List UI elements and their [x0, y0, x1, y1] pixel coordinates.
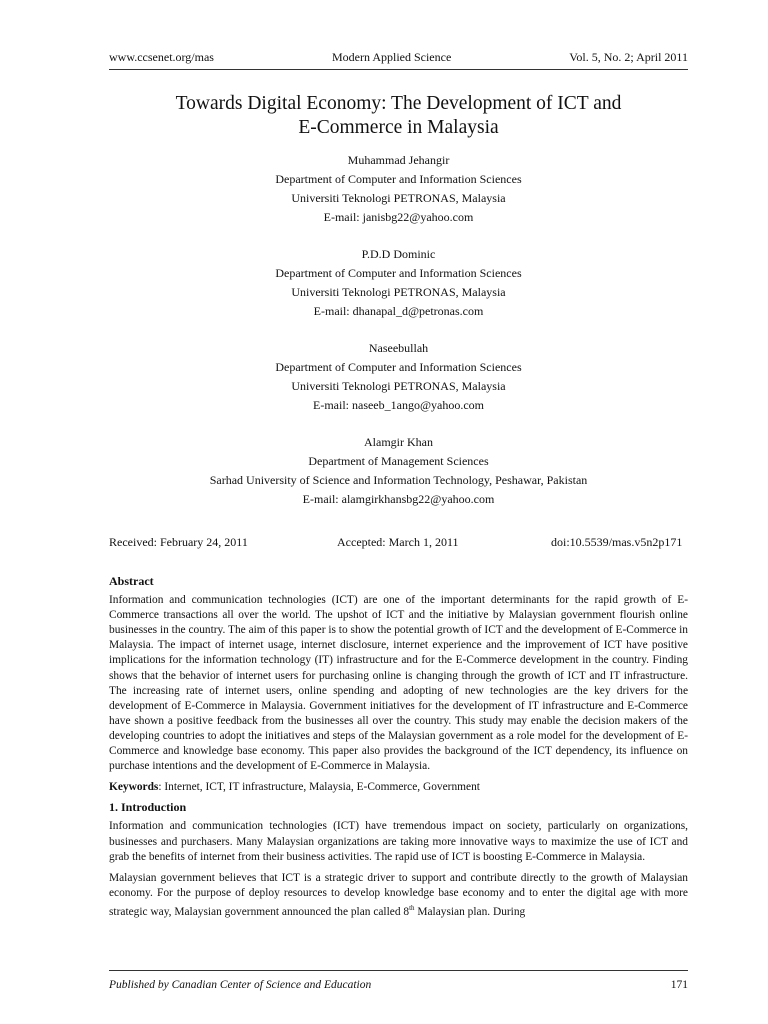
- introduction-paragraph-1: Information and communication technologies (ICT) have tremendous impact on society, particularly on organizations, businesses and purchasers. Many Malaysian organizations are taking more innovative ways to maximize the use of ICT and grab the benefits of internet from their business activities. The rapid use of ICT is boosting E-Commerce in Malaysia.: [109, 820, 688, 863]
- publication-dates: [109, 535, 688, 551]
- author-university: Sarhad University of Science and Information Technology, Peshawar, Pakistan: [209, 473, 588, 487]
- author-email[interactable]: E-mail: naseeb_1ango@yahoo.com: [313, 398, 484, 412]
- abstract-text: Information and communication technologies (ICT) are one of the important determinants for the rapid growth of E-Commerce transactions all over the world. The upshot of ICT and the initiative by Malaysian government flourish online businesses in the country. The aim of this paper is to show the potential growth of ICT and the development of E-Commerce in Malaysia. The impact of internet usage, internet disclosure, internet experience and the improvement of ICT have positive implications for the information technology (IT) infrastructure and for the E-Commerce development in the country. Finding shows that the behavior of internet users for purchasing online is changing through the growth of ICT and IT infrastructure. The increasing rate of internet users, online spending and adopting of new technologies are the key drivers for the development of E-Commerce in Malaysia. Government initiatives for the development of IT infrastructure and E-Commerce have shown a positive feedback from the businesses all over the country. This study may enable the decision makers of the developing countries to adopt the initiatives and steps of the Malaysian government as a role model for the development of E-Commerce and knowledge base economy. This paper also provides the background of the ICT dependency, its influence on purchase intentions and the development of E-Commerce in Malaysia.: [109, 594, 688, 773]
- paragraph-2-text: Malaysian government believes that ICT is a strategic driver to support and contribute directly to the growth of Malaysian economy. For the purpose of deploy resources to develop knowledge base economy and to enter the digital age with more strategic way, Malaysian government announced the plan called 8: [109, 871, 688, 918]
- header-divider: [109, 69, 688, 70]
- author-university: Universiti Teknologi PETRONAS, Malaysia: [291, 379, 506, 393]
- author-email[interactable]: E-mail: alamgirkhansbg22@yahoo.com: [302, 492, 495, 506]
- paragraph-2-tail: Malaysian plan. During: [414, 905, 526, 918]
- introduction-paragraph-2: [109, 871, 688, 920]
- author-email[interactable]: E-mail: dhanapal_d@petronas.com: [313, 304, 484, 318]
- abstract-heading: Abstract: [109, 574, 154, 588]
- keywords-label: Keywords: [109, 781, 159, 794]
- received-date: Received: February 24, 2011: [109, 535, 248, 549]
- title-line-2: E-Commerce in Malaysia: [298, 117, 499, 138]
- introduction-heading: 1. Introduction: [109, 800, 187, 815]
- body-text: [109, 574, 688, 926]
- footer-divider: [109, 970, 688, 971]
- ordinal-superscript: th: [409, 903, 415, 912]
- paper-title: [109, 92, 688, 140]
- issue-info: Vol. 5, No. 2; April 2011: [569, 50, 688, 64]
- author-name: P.D.D Dominic: [361, 247, 436, 261]
- author-name: Alamgir Khan: [364, 435, 433, 449]
- title-line-1: Towards Digital Economy: The Development of ICT and: [175, 93, 622, 114]
- running-header: [109, 50, 688, 65]
- journal-name: Modern Applied Science: [331, 50, 452, 64]
- publisher-credit: Published by Canadian Center of Science and Education: [109, 979, 372, 991]
- author-department: Department of Computer and Information Sciences: [275, 172, 522, 186]
- author-name: Naseebullah: [368, 341, 429, 355]
- page-footer: [109, 979, 688, 991]
- journal-website[interactable]: www.ccsenet.org/mas: [109, 50, 214, 64]
- keywords-line: [109, 780, 688, 795]
- author-block: [109, 339, 688, 415]
- accepted-date: Accepted: March 1, 2011: [337, 535, 459, 549]
- author-department: Department of Computer and Information Sciences: [275, 266, 522, 280]
- author-department: Department of Management Sciences: [308, 454, 489, 468]
- author-block: [109, 433, 688, 509]
- keywords-text: : Internet, ICT, IT infrastructure, Malaysia, E-Commerce, Government: [158, 781, 480, 794]
- author-email[interactable]: E-mail: janisbg22@yahoo.com: [323, 210, 474, 224]
- doi-link[interactable]: doi:10.5539/mas.v5n2p171: [551, 535, 683, 549]
- author-department: Department of Computer and Information Sciences: [275, 360, 522, 374]
- author-name: Muhammad Jehangir: [347, 153, 450, 167]
- author-block: [109, 151, 688, 227]
- author-block: [109, 245, 688, 321]
- author-university: Universiti Teknologi PETRONAS, Malaysia: [291, 285, 506, 299]
- author-university: Universiti Teknologi PETRONAS, Malaysia: [291, 191, 506, 205]
- page-number: 171: [670, 979, 688, 991]
- author-list: [109, 151, 688, 527]
